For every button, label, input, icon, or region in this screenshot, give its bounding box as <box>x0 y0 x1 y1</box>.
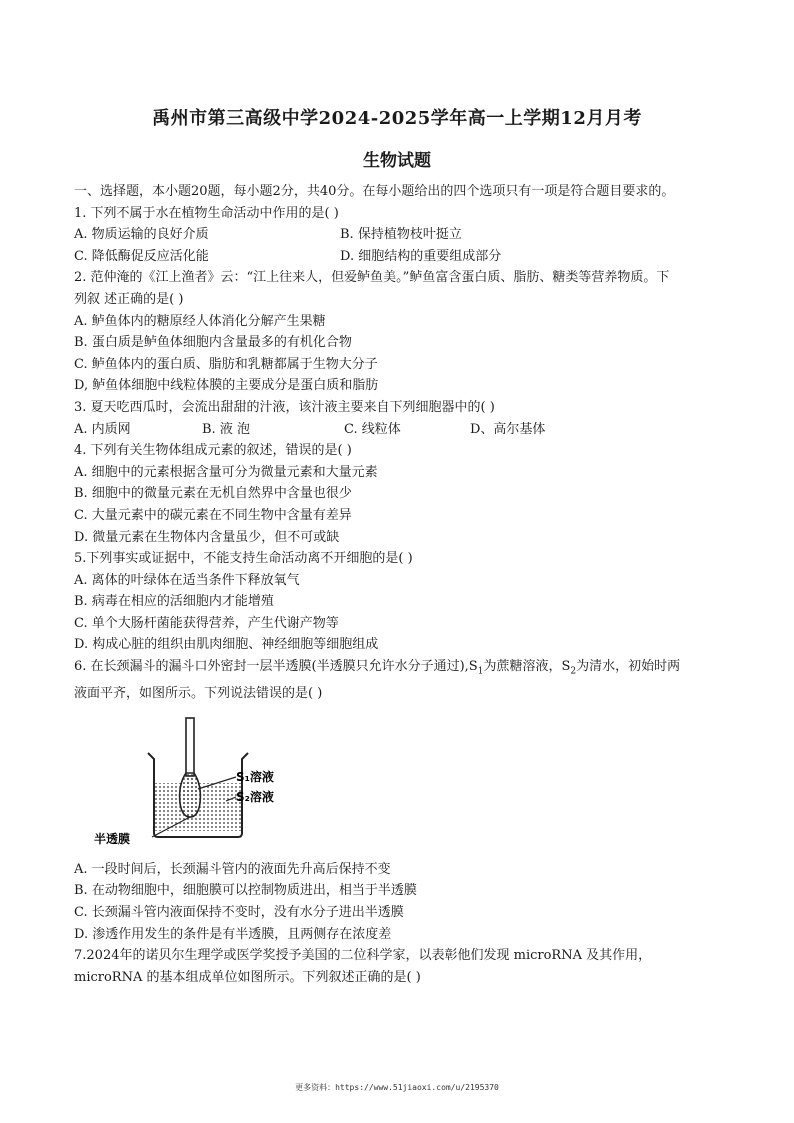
question-6-option-c[interactable]: C. 长颈漏斗管内液面保持不变时，没有水分子进出半透膜 <box>74 905 404 921</box>
question-3-option-d[interactable]: D、高尔基体 <box>470 421 546 437</box>
question-3-option-a[interactable]: A. 内质网 <box>74 421 131 437</box>
question-6-option-d[interactable]: D. 渗透作用发生的条件是有半透膜，且两侧存在浓度差 <box>74 926 392 942</box>
question-4-stem: 4. 下列有关生物体组成元素的叙述，错误的是( ) <box>74 443 352 459</box>
question-5-option-a[interactable]: A. 离体的叶绿体在适当条件下释放氧气 <box>74 572 300 588</box>
question-7-stem-line2: microRNA 的基本组成单位如图所示。下列叙述正确的是( ) <box>74 969 421 985</box>
question-2-option-b[interactable]: B. 蛋白质是鲈鱼体细胞内含量最多的有机化合物 <box>74 335 352 351</box>
label-membrane: 半透膜 <box>94 831 131 846</box>
exam-subtitle: 生物试题 <box>363 151 431 171</box>
question-1-option-b[interactable]: B. 保持植物枝叶挺立 <box>340 227 462 243</box>
section-instruction: 一、选择题，本小题20题，每小题2分，共40分。在每小题给出的四个选项只有一项是符合题目要求的。 <box>74 184 675 199</box>
question-2-option-c[interactable]: C. 鲈鱼体内的蛋白质、脂肪和乳糖都属于生物大分子 <box>74 356 378 372</box>
question-2-option-a[interactable]: A. 鲈鱼体内的糖原经人体消化分解产生果糖 <box>74 313 326 329</box>
question-5-option-c[interactable]: C. 单个大肠杆菌能获得营养，产生代谢产物等 <box>74 615 339 631</box>
osmosis-diagram <box>86 713 286 853</box>
question-6-stem-line1: 6. 在长颈漏斗的漏斗口外密封一层半透膜(半透膜只允许水分子通过)$,S_1$为蔗糖溶液，$S_2$为清水，初始时两 <box>74 659 681 677</box>
question-5-option-b[interactable]: B. 病毒在相应的活细胞内才能增殖 <box>74 594 274 610</box>
funnel-tube <box>186 718 194 776</box>
question-5-option-d[interactable]: D. 构成心脏的组织由肌肉细胞、神经细胞等细胞组成 <box>74 637 379 653</box>
question-1-options-row1 <box>74 224 754 246</box>
question-4-option-c[interactable]: C. 大量元素中的碳元素在不同生物中含量有差异 <box>74 507 352 523</box>
question-3-stem: 3. 夏天吃西瓜时，会流出甜甜的汁液，该汁液主要来自下列细胞器中的( ) <box>74 399 495 415</box>
question-1-stem: 1. 下列不属于水在植物生命活动中作用的是( ) <box>74 205 339 221</box>
osmosis-figure <box>74 713 754 853</box>
question-2-stem-line1: 2. 范仲淹的《江上渔者》云：“江上往来人，但爱鲈鱼美。”鲈鱼富含蛋白质、脂肪、糖类等营养物质。下 <box>74 270 670 286</box>
question-1-option-a[interactable]: A. 物质运输的良好介质 <box>74 227 209 243</box>
question-2-stem-line2: 列叙 述正确的是( ) <box>74 291 184 307</box>
question-4-option-d[interactable]: D. 微量元素在生物体内含量虽少，但不可或缺 <box>74 529 340 545</box>
question-1-option-c[interactable]: C. 降低酶促反应活化能 <box>74 248 209 264</box>
label-s1: S₁溶液 <box>236 769 274 784</box>
label-s2: S₂溶液 <box>236 789 274 804</box>
question-6-option-b[interactable]: B. 在动物细胞中，细胞膜可以控制物质进出，相当于半透膜 <box>74 883 417 899</box>
question-1-option-d[interactable]: D. 细胞结构的重要组成部分 <box>340 248 502 264</box>
exam-content <box>74 181 754 988</box>
question-2-option-d[interactable]: D, 鲈鱼体细胞中线粒体膜的主要成分是蛋白质和脂肪 <box>74 378 379 394</box>
question-3-options <box>74 419 754 441</box>
question-1-options-row2 <box>74 246 754 268</box>
question-3-option-c[interactable]: C. 线粒体 <box>344 421 401 437</box>
exam-title: 禹州市第三高级中学2024-2025学年高一上学期12月月考 <box>152 108 642 129</box>
question-5-stem: 5.下列事实或证据中，不能支持生命活动离不开细胞的是( ) <box>74 551 413 567</box>
question-7-stem-line1: 7.2024年的诺贝尔生理学或医学奖授予美国的二位科学家，以表彰他们发现 microRNA 及其作用， <box>74 948 652 964</box>
question-6-option-a[interactable]: A. 一段时间后，长颈漏斗管内的液面先升高后保持不变 <box>74 861 391 877</box>
question-6-stem-line2: 液面平齐，如图所示。下列说法错误的是( ) <box>74 686 323 702</box>
question-4-option-a[interactable]: A. 细胞中的元素根据含量可分为微量元素和大量元素 <box>74 464 378 480</box>
question-3-option-b[interactable]: B. 液 泡 <box>202 421 250 437</box>
footer-link[interactable]: 更多资料：https://www.51jiaoxi.com/u/2195370 <box>295 1083 499 1092</box>
question-4-option-b[interactable]: B. 细胞中的微量元素在无机自然界中含量也很少 <box>74 486 352 502</box>
